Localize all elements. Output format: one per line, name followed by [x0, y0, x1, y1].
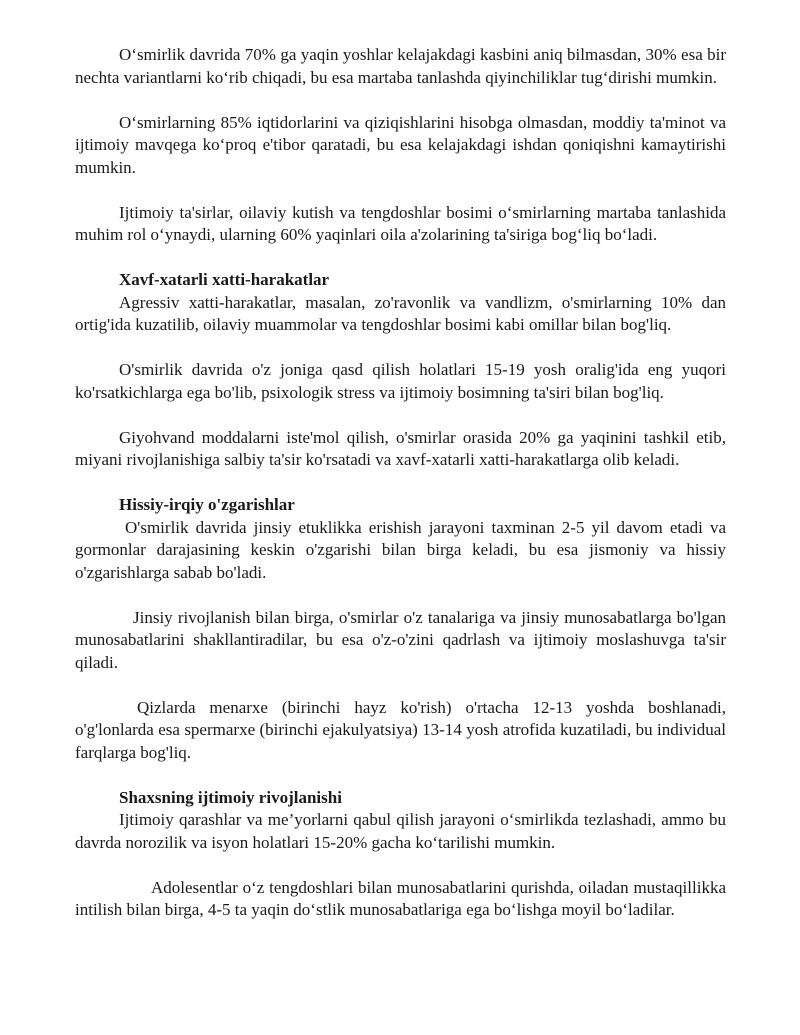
- paragraph-career-uncertainty: O‘smirlik davrida 70% ga yaqin yoshlar kelajakdagi kasbini aniq bilmasdan, 30% esa bir nechta variantlarni ko‘rib chiqadi, bu esa martaba tanlashda qiyinchiliklar tug‘dirishi mumkin.: [75, 45, 726, 87]
- heading-social-development: Shaxsning ijtimoiy rivojlanishi: [119, 787, 342, 807]
- paragraph-menarche: Qizlarda menarxe (birinchi hayz ko'rish) o'rtacha 12-13 yoshda boshlanadi, o'g'lonlarda esa spermarxe (birinchi ejakulyatsiya) 13-14 yosh atrofida kuzatiladi, bu individual farqlarga bog'liq.: [75, 697, 726, 762]
- document-page: [75, 44, 726, 922]
- paragraph-substance-use: Giyohvand moddalarni iste'mol qilish, o'smirlar orasida 20% ga yaqinini tashkil etib, miyani rivojlanishiga salbiy ta'sir ko'rsatadi va xavf-xatarli xatti-harakatlarga olib keladi.: [75, 427, 726, 469]
- paragraph-puberty-duration: O'smirlik davrida jinsiy etuklikka erishish jarayoni taxminan 2-5 yil davom etadi va gormonlar darajasining keskin o'zgarishi bilan birga keladi, bu esa jismoniy va hissiy o'zgarishlarga sabab bo'ladi.: [75, 517, 726, 582]
- paragraph-peer-relationships: Adolesentlar o‘z tengdoshlari bilan munosabatlarini qurishda, oiladan mustaqillikka intilish bilan birga, 4-5 ta yaqin do‘stlik munosabatlariga ega bo‘lishga moyil bo‘ladilar.: [75, 877, 726, 919]
- heading-risk-behavior: Xavf-xatarli xatti-harakatlar: [119, 270, 330, 289]
- paragraph-suicide-risk: O'smirlik davrida o'z joniga qasd qilish holatlari 15-19 yosh oralig'ida eng yuqori ko'rsatkichlarga ega bo'lib, psixologik stress va ijtimoiy bosimning ta'siri bilan bog'liq.: [75, 360, 726, 402]
- paragraph-sexual-development: Jinsiy rivojlanish bilan birga, o'smirlar o'z tanalariga va jinsiy munosabatlarga bo'lgan munosabatlarini shakllantiradilar, bu esa o'z-o'zini qadrlash va ijtimoiy moslashuvga ta'sir qiladi.: [75, 607, 726, 672]
- paragraph-aggressive-behavior: Agressiv xatti-harakatlar, masalan, zo'ravonlik va vandlizm, o'smirlarning 10% dan ortig'ida kuzatilib, oilaviy muammolar va tengdoshlar bosimi kabi omillar bilan bog'liq.: [75, 292, 726, 334]
- heading-emotional-changes: Hissiy-irqiy o'zgarishlar: [119, 495, 295, 514]
- paragraph-social-influence: Ijtimoiy ta'sirlar, oilaviy kutish va tengdoshlar bosimi o‘smirlarning martaba tanlashida muhim rol o‘ynaydi, ularning 60% yaqinlari oila a'zolarining ta'siriga bog‘liq bo‘ladi.: [75, 202, 726, 244]
- paragraph-material-priorities: O‘smirlarning 85% iqtidorlarini va qiziqishlarini hisobga olmasdan, moddiy ta'minot va ijtimoiy mavqega ko‘proq e'tibor qaratadi, bu esa kelajakdagi ishdan qoniqishni kamaytirishi mumkin.: [75, 112, 726, 177]
- paragraph-social-norms: Ijtimoiy qarashlar va me’yorlarni qabul qilish jarayoni o‘smirlikda tezlashadi, ammo bu davrda norozilik va isyon holatlari 15-20% gacha ko‘tarilishi mumkin.: [75, 810, 726, 852]
